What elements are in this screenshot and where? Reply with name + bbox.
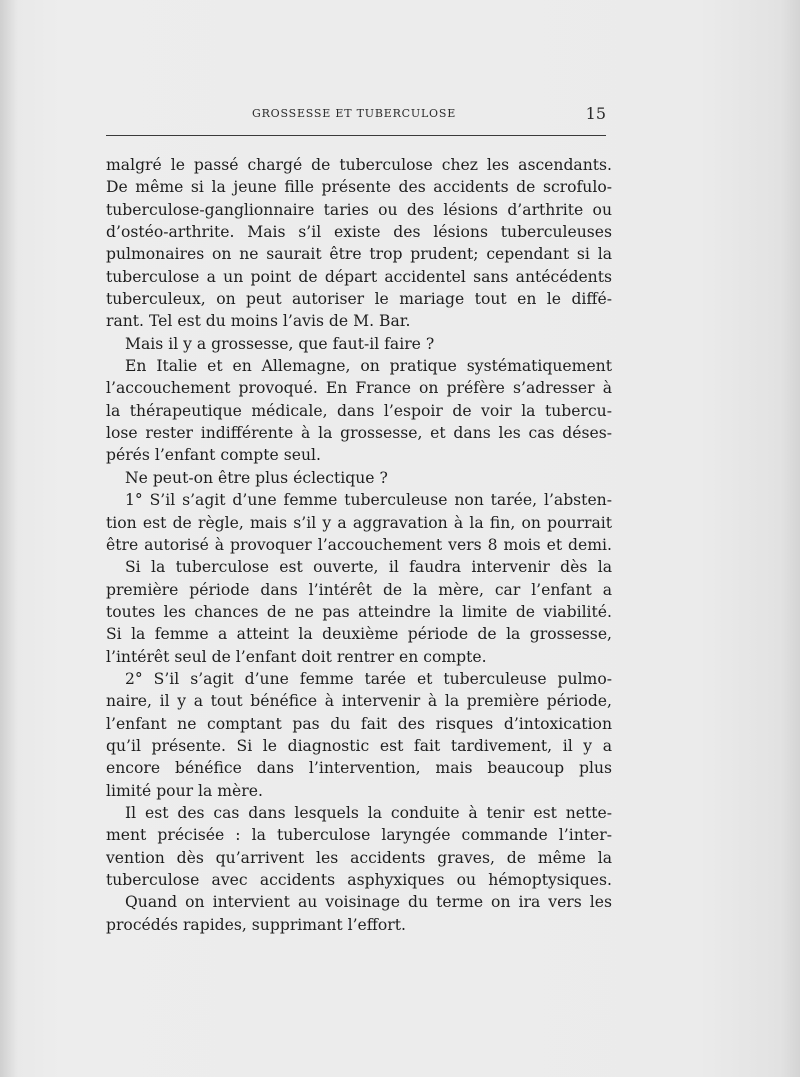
text-line: être autorisé à provoquer l’accouchement vers 8 mois et demi. xyxy=(106,535,612,554)
page-body xyxy=(106,154,612,936)
text-line: lose rester indifférente à la grossesse, et dans les cas déses- xyxy=(106,424,612,443)
text-line: toutes les chances de ne pas atteindre la limite de viabilité. xyxy=(106,602,612,621)
text-line: première période dans l’intérêt de la mère, car l’enfant a xyxy=(106,580,612,599)
text-line: tion est de règle, mais s’il y a aggravation à la fin, on pourrait xyxy=(106,513,612,532)
text-line: l’intérêt seul de l’enfant doit rentrer en compte. xyxy=(106,647,487,666)
text-line: d’ostéo-arthrite. Mais s’il existe des lésions tuberculeuses xyxy=(106,223,612,242)
text-line: l’accouchement provoqué. En France on préfère s’adresser à xyxy=(106,379,612,398)
text-line: Mais il y a grossesse, que faut-il faire ? xyxy=(125,334,435,353)
text-line: la thérapeutique médicale, dans l’espoir de voir la tubercu- xyxy=(106,401,612,420)
text-line: 2° S’il s’agit d’une femme tarée et tuberculeuse pulmo- xyxy=(125,669,612,688)
text-line: tuberculose avec accidents asphyxiques ou hémoptysiques. xyxy=(106,871,612,889)
text-line: Ne peut-on être plus éclectique ? xyxy=(125,468,388,487)
header-rule xyxy=(106,135,606,136)
text-line: Si la tuberculose est ouverte, il faudra intervenir dès la xyxy=(125,558,612,577)
text-line: De même si la jeune fille présente des accidents de scrofulo- xyxy=(106,178,612,197)
text-line: procédés rapides, supprimant l’effort. xyxy=(106,915,406,934)
text-line: qu’il présente. Si le diagnostic est fait tardivement, il y a xyxy=(106,736,612,755)
text-line: Il est des cas dans lesquels la conduite à tenir est nette- xyxy=(125,803,612,822)
text-line: ment précisée : la tuberculose laryngée commande l’inter- xyxy=(106,826,612,845)
text-line: tuberculose-ganglionnaire taries ou des lésions d’arthrite ou xyxy=(106,200,612,219)
running-header xyxy=(106,104,606,126)
text-line: En Italie et en Allemagne, on pratique systématiquement xyxy=(125,357,612,376)
text-line: l’enfant ne comptant pas du fait des risques d’intoxication xyxy=(106,714,612,733)
page-number: 15 xyxy=(585,104,606,123)
text-line: tuberculose a un point de départ accidentel sans antécédents xyxy=(106,267,612,286)
text-line: pérés l’enfant compte seul. xyxy=(106,446,321,465)
text-line: pulmonaires on ne saurait être trop prudent; cependant si la xyxy=(106,245,612,264)
text-line: rant. Tel est du moins l’avis de M. Bar. xyxy=(106,312,411,331)
text-line: Quand on intervient au voisinage du terme on ira vers les xyxy=(125,893,612,912)
text-line: vention dès qu’arrivent les accidents graves, de même la xyxy=(106,848,612,867)
text-line: 1° S’il s’agit d’une femme tuberculeuse non tarée, l’absten- xyxy=(125,491,612,510)
text-line: encore bénéfice dans l’intervention, mais beaucoup plus xyxy=(106,759,612,778)
text-line: naire, il y a tout bénéfice à intervenir à la première période, xyxy=(106,692,612,711)
text-line: limité pour la mère. xyxy=(106,781,263,800)
text-line: tuberculeux, on peut autoriser le mariage tout en le diffé- xyxy=(106,290,612,309)
text-line: malgré le passé chargé de tuberculose chez les ascendants. xyxy=(106,156,612,174)
running-head-title: GROSSESSE ET TUBERCULOSE xyxy=(252,107,457,120)
text-line: Si la femme a atteint la deuxième période de la grossesse, xyxy=(106,625,612,644)
